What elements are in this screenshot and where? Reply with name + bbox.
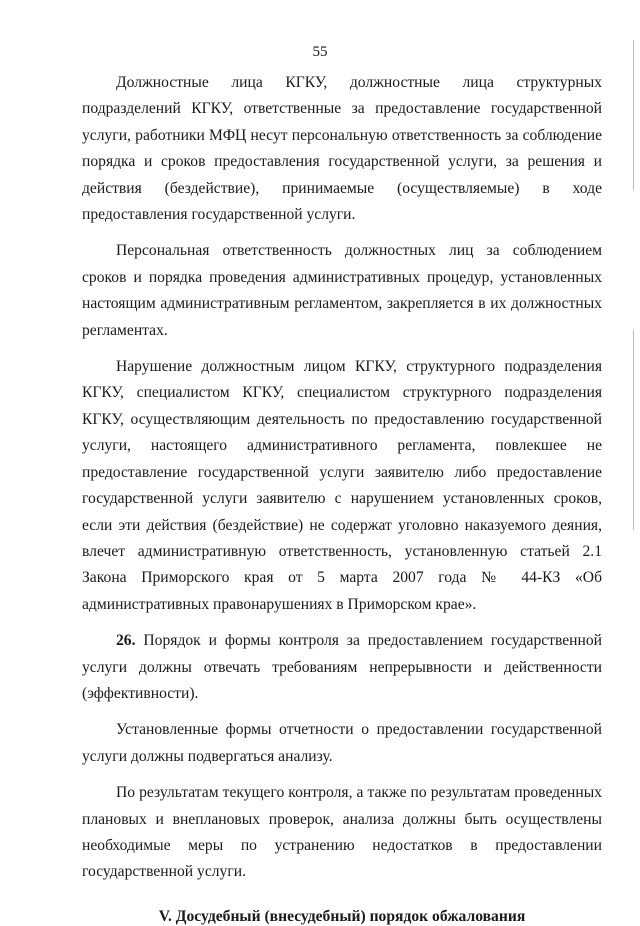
paragraph-responsibility — [82, 70, 602, 228]
paragraph-personal-responsibility — [82, 238, 602, 344]
paragraph-text: Установленные формы отчетности о предоставлении государственной услуги должны подвергаться анализу. — [82, 721, 602, 765]
paragraph-control-results — [82, 780, 602, 886]
page-number: 55 — [312, 44, 328, 60]
scan-edge-mark — [633, 330, 634, 530]
paragraph-text: Персональная ответственность должностных лиц за соблюдением сроков и порядка проведения административных процедур, установленных настоящим административным регламентом, закрепляется в их должностных регламентах. — [82, 242, 602, 339]
section-heading: V. Досудебный (внесудебный) порядок обжалования — [158, 907, 526, 925]
paragraph-violation — [82, 354, 602, 618]
paragraph-text: Нарушение должностным лицом КГКУ, структурного подразделения КГКУ, специалистом КГКУ, специалистом структурного подразделения КГКУ, осуществляющим деятельность по предоставлению государственной услуги, настоящего административного регламента, повлекшее не предоставление государственной услуги заявителю либо предоставление государственной услуги заявителю с нарушением установленных сроков, если эти действия (бездействие) не содержат уголовно наказуемого деяния, влечет административную ответственность, установленную статьей 2.1 Закона Приморского края от 5 марта 2007 года № 44-КЗ «Об административных правонарушениях в Приморском крае». — [82, 358, 602, 613]
document-body — [82, 70, 602, 926]
paragraph-text: Порядок и формы контроля за предоставлением государственной услуги должны отвечать требованиям непрерывности и действенности (эффективности). — [82, 632, 603, 702]
paragraph-reporting-forms — [82, 717, 602, 770]
scan-edge-mark — [633, 40, 634, 190]
paragraph-26 — [82, 628, 602, 707]
paragraph-number: 26. — [116, 632, 136, 650]
paragraph-text: Должностные лица КГКУ, должностные лица структурных подразделений КГКУ, ответственные за предоставление государственной услуги, работники МФЦ несут персональную ответственность за соблюдение порядка и сроков предоставления государственной услуги, за решения и действия (бездействие), принимаемые (осуществляемые) в ходе предоставления государственной услуги. — [82, 74, 602, 224]
paragraph-text: По результатам текущего контроля, а также по результатам проведенных плановых и внеплановых проверок, анализа должны быть осуществлены необходимые меры по устранению недостатков в предоставлении государственной услуги. — [82, 784, 602, 881]
